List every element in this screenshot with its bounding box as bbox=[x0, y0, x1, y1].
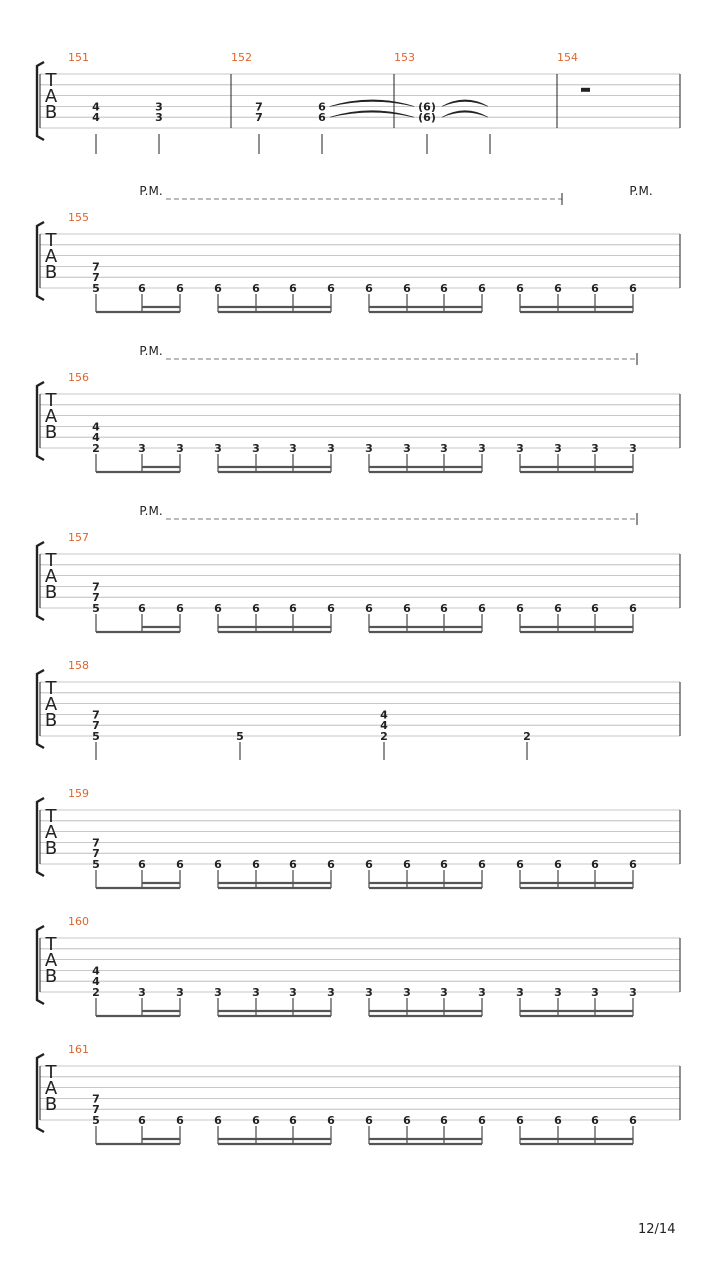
fret-number: 6 bbox=[403, 602, 411, 615]
fret-number: 2 bbox=[380, 730, 388, 743]
fret-number: 6 bbox=[629, 1114, 637, 1127]
fret-number: 6 bbox=[554, 282, 562, 295]
fret-number: 3 bbox=[365, 442, 373, 455]
fret-number: 6 bbox=[591, 858, 599, 871]
fret-number: 4 bbox=[92, 975, 100, 989]
tab-clef-letter: A bbox=[44, 822, 58, 843]
fret-number: 6 bbox=[289, 602, 297, 615]
fret-number: 3 bbox=[440, 986, 448, 999]
fret-number: 2 bbox=[523, 730, 531, 743]
fret-number: 6 bbox=[403, 1114, 411, 1127]
fret-number: 3 bbox=[289, 986, 297, 999]
tab-system bbox=[37, 184, 680, 312]
fret-number: 3 bbox=[214, 442, 222, 455]
fret-number: 7 bbox=[92, 836, 100, 850]
tab-clef-letter: B bbox=[44, 710, 58, 731]
fret-number: 3 bbox=[554, 442, 562, 455]
measure-number: 151 bbox=[68, 51, 89, 64]
fret-number: 3 bbox=[591, 442, 599, 455]
palm-mute-label: P.M. bbox=[139, 344, 163, 358]
fret-number: 2 bbox=[92, 442, 100, 455]
fret-number: 4 bbox=[92, 964, 100, 978]
measure-number: 152 bbox=[231, 51, 252, 64]
fret-number: 7 bbox=[92, 271, 100, 285]
tab-clef-letter: T bbox=[45, 550, 57, 571]
palm-mute-label: P.M. bbox=[629, 184, 653, 198]
fret-number: 4 bbox=[92, 111, 100, 125]
fret-number: 6 bbox=[365, 858, 373, 871]
fret-number: 2 bbox=[92, 986, 100, 999]
tab-clef-letter: T bbox=[45, 390, 57, 411]
measure-number: 160 bbox=[68, 915, 89, 928]
measure-number: 158 bbox=[68, 659, 89, 672]
fret-number: 4 bbox=[380, 719, 388, 733]
tab-system bbox=[37, 344, 680, 472]
fret-number: 3 bbox=[289, 442, 297, 455]
fret-number: 5 bbox=[92, 282, 100, 295]
fret-number: 6 bbox=[214, 282, 222, 295]
tab-clef-letter: B bbox=[44, 102, 58, 123]
fret-number: 6 bbox=[252, 1114, 260, 1127]
fret-number: 3 bbox=[478, 986, 486, 999]
fret-number: 6 bbox=[554, 858, 562, 871]
fret-number: 3 bbox=[554, 986, 562, 999]
fret-number: 3 bbox=[214, 986, 222, 999]
fret-number: 6 bbox=[478, 282, 486, 295]
fret-number: 4 bbox=[92, 100, 100, 114]
fret-number: 6 bbox=[365, 602, 373, 615]
tab-clef-letter: A bbox=[44, 1078, 58, 1099]
fret-number: 3 bbox=[478, 442, 486, 455]
fret-number: 3 bbox=[252, 986, 260, 999]
fret-number: 6 bbox=[403, 858, 411, 871]
fret-number: (6) bbox=[418, 111, 436, 125]
tab-clef-letter: B bbox=[44, 422, 58, 443]
palm-mute-label: P.M. bbox=[139, 504, 163, 518]
tab-clef-letter: T bbox=[45, 678, 57, 699]
fret-number: 6 bbox=[516, 1114, 524, 1127]
fret-number: 7 bbox=[92, 1103, 100, 1117]
fret-number: 7 bbox=[255, 100, 263, 114]
measure-number: 159 bbox=[68, 787, 89, 800]
fret-number: 3 bbox=[591, 986, 599, 999]
measure-number: 153 bbox=[394, 51, 415, 64]
tab-clef-letter: A bbox=[44, 566, 58, 587]
fret-number: 3 bbox=[629, 986, 637, 999]
fret-number: 6 bbox=[289, 858, 297, 871]
fret-number: 6 bbox=[318, 111, 326, 125]
fret-number: 3 bbox=[138, 986, 146, 999]
tab-system bbox=[37, 659, 680, 760]
fret-number: 6 bbox=[176, 282, 184, 295]
tab-clef-letter: A bbox=[44, 694, 58, 715]
fret-number: 5 bbox=[92, 602, 100, 615]
tab-system bbox=[37, 787, 680, 888]
tab-clef-letter: A bbox=[44, 406, 58, 427]
fret-number: 6 bbox=[176, 602, 184, 615]
fret-number: 6 bbox=[440, 602, 448, 615]
tab-clef-letter: A bbox=[44, 950, 58, 971]
fret-number: 6 bbox=[214, 858, 222, 871]
fret-number: 6 bbox=[327, 282, 335, 295]
fret-number: 6 bbox=[629, 282, 637, 295]
measure-number: 154 bbox=[557, 51, 578, 64]
fret-number: 5 bbox=[92, 730, 100, 743]
fret-number: 5 bbox=[92, 1114, 100, 1127]
fret-number: 6 bbox=[516, 858, 524, 871]
tab-clef-letter: T bbox=[45, 230, 57, 251]
fret-number: 3 bbox=[365, 986, 373, 999]
fret-number: 3 bbox=[629, 442, 637, 455]
measure-number: 157 bbox=[68, 531, 89, 544]
fret-number: 3 bbox=[327, 986, 335, 999]
whole-rest bbox=[581, 88, 590, 92]
fret-number: 6 bbox=[365, 1114, 373, 1127]
fret-number: 3 bbox=[176, 442, 184, 455]
fret-number: 6 bbox=[327, 1114, 335, 1127]
fret-number: 6 bbox=[554, 1114, 562, 1127]
tab-system bbox=[37, 504, 680, 632]
tab-system bbox=[37, 51, 680, 154]
fret-number: 3 bbox=[516, 986, 524, 999]
fret-number: 6 bbox=[516, 602, 524, 615]
fret-number: 6 bbox=[252, 858, 260, 871]
tab-clef-letter: B bbox=[44, 1094, 58, 1115]
fret-number: 6 bbox=[252, 602, 260, 615]
measure-number: 156 bbox=[68, 371, 89, 384]
fret-number: 6 bbox=[591, 282, 599, 295]
fret-number: 3 bbox=[403, 986, 411, 999]
fret-number: 5 bbox=[236, 730, 244, 743]
tab-clef-letter: B bbox=[44, 582, 58, 603]
fret-number: 7 bbox=[92, 719, 100, 733]
fret-number: 6 bbox=[478, 858, 486, 871]
fret-number: 6 bbox=[440, 1114, 448, 1127]
fret-number: 3 bbox=[138, 442, 146, 455]
fret-number: 4 bbox=[92, 420, 100, 434]
fret-number: 3 bbox=[327, 442, 335, 455]
fret-number: 6 bbox=[478, 1114, 486, 1127]
fret-number: 7 bbox=[255, 111, 263, 125]
fret-number: 4 bbox=[92, 431, 100, 445]
fret-number: 6 bbox=[289, 282, 297, 295]
fret-number: 6 bbox=[591, 1114, 599, 1127]
fret-number: 6 bbox=[591, 602, 599, 615]
tab-clef-letter: T bbox=[45, 934, 57, 955]
fret-number: 6 bbox=[252, 282, 260, 295]
fret-number: 6 bbox=[138, 602, 146, 615]
page-number: 12/14 bbox=[638, 1222, 676, 1237]
fret-number: 3 bbox=[252, 442, 260, 455]
fret-number: 4 bbox=[380, 708, 388, 722]
measure-number: 161 bbox=[68, 1043, 89, 1056]
tab-clef-letter: B bbox=[44, 838, 58, 859]
fret-number: 3 bbox=[516, 442, 524, 455]
tab-clef-letter: T bbox=[45, 806, 57, 827]
fret-number: 3 bbox=[155, 111, 163, 125]
fret-number: 6 bbox=[289, 1114, 297, 1127]
fret-number: 7 bbox=[92, 580, 100, 594]
tab-system bbox=[37, 915, 680, 1016]
fret-number: 6 bbox=[176, 858, 184, 871]
tab-clef-letter: T bbox=[45, 70, 57, 91]
palm-mute-label: P.M. bbox=[139, 184, 163, 198]
fret-number: 3 bbox=[403, 442, 411, 455]
fret-number: 6 bbox=[440, 858, 448, 871]
measure-number: 155 bbox=[68, 211, 89, 224]
fret-number: 6 bbox=[629, 602, 637, 615]
fret-number: 6 bbox=[516, 282, 524, 295]
fret-number: 6 bbox=[554, 602, 562, 615]
fret-number: 6 bbox=[138, 858, 146, 871]
fret-number: 6 bbox=[214, 1114, 222, 1127]
fret-number: 3 bbox=[176, 986, 184, 999]
tab-clef-letter: A bbox=[44, 246, 58, 267]
tab-clef-letter: A bbox=[44, 86, 58, 107]
fret-number: 6 bbox=[214, 602, 222, 615]
fret-number: 6 bbox=[403, 282, 411, 295]
tie-arc bbox=[330, 111, 414, 118]
fret-number: 3 bbox=[440, 442, 448, 455]
fret-number: 3 bbox=[155, 100, 163, 114]
fret-number: 7 bbox=[92, 1092, 100, 1106]
tie-arc bbox=[442, 111, 488, 118]
fret-number: 6 bbox=[440, 282, 448, 295]
fret-number: 6 bbox=[318, 100, 326, 114]
fret-number: 6 bbox=[327, 602, 335, 615]
tab-system bbox=[37, 1043, 680, 1144]
fret-number: 6 bbox=[365, 282, 373, 295]
fret-number: 5 bbox=[92, 858, 100, 871]
fret-number: 6 bbox=[629, 858, 637, 871]
fret-number: 7 bbox=[92, 591, 100, 605]
tab-clef-letter: B bbox=[44, 262, 58, 283]
fret-number: 7 bbox=[92, 847, 100, 861]
tie-arc bbox=[442, 100, 488, 107]
fret-number: 6 bbox=[327, 858, 335, 871]
fret-number: 6 bbox=[138, 282, 146, 295]
fret-number: 6 bbox=[176, 1114, 184, 1127]
fret-number: (6) bbox=[418, 100, 436, 114]
tie-arc bbox=[330, 100, 414, 107]
fret-number: 7 bbox=[92, 260, 100, 274]
fret-number: 6 bbox=[478, 602, 486, 615]
fret-number: 7 bbox=[92, 708, 100, 722]
tab-clef-letter: T bbox=[45, 1062, 57, 1083]
fret-number: 6 bbox=[138, 1114, 146, 1127]
tab-clef-letter: B bbox=[44, 966, 58, 987]
